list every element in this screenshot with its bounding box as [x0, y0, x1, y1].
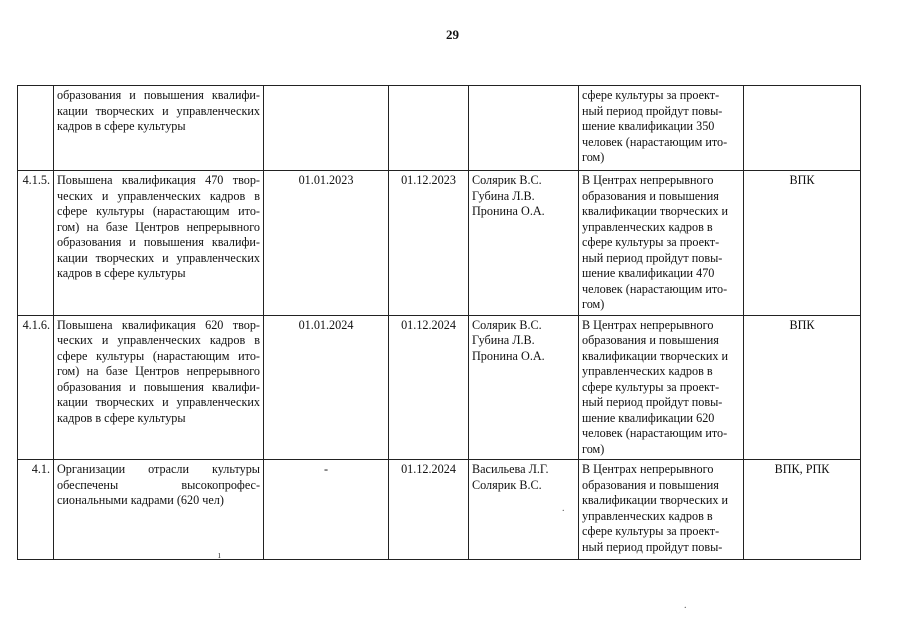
start-date-cell	[264, 460, 389, 560]
description-cell	[579, 171, 744, 316]
description-line: шение квалификации 350	[582, 119, 715, 133]
description-line: образования и повышения	[582, 188, 719, 203]
description-line: В Центрах непрерывного	[582, 317, 714, 332]
start-date-cell	[264, 315, 389, 460]
start-date-cell	[264, 86, 389, 171]
end-date-cell	[389, 460, 469, 560]
description-cell	[579, 86, 744, 171]
row-number: 4.1.5.	[22, 173, 50, 187]
type-label: ВПК	[789, 173, 815, 187]
description-line: гом)	[582, 441, 605, 456]
result-line: образования и повышения квалифи-	[57, 379, 260, 394]
end-date-cell	[389, 315, 469, 460]
row-number-cell	[18, 86, 54, 171]
responsible-person: Губина Л.В.	[472, 333, 535, 347]
description-line: сфере культуры за проект-	[582, 88, 720, 102]
scan-mark: .	[562, 503, 565, 514]
description-line: сфере культуры за проект-	[582, 379, 720, 394]
result-line: кадров в сфере культуры	[57, 410, 186, 425]
result-line: кадров в сфере культуры	[57, 266, 186, 280]
type-cell	[744, 315, 861, 460]
result-line: сфере культуры (нарастающим ито-	[57, 348, 260, 363]
type-label: ВПК, РПК	[774, 462, 830, 476]
description-line: квалификации творческих и	[582, 493, 729, 507]
description-line: ный период пройдут повы-	[582, 539, 723, 554]
result-line: сфере культуры (нарастающим ито-	[57, 204, 260, 218]
page-number: 29	[446, 27, 459, 42]
description-line: гом)	[582, 297, 605, 311]
result-cell	[54, 460, 264, 560]
responsible-person: Солярик В.С.	[472, 317, 542, 332]
description-line: человек (нарастающим ито-	[582, 134, 728, 149]
end-date: 01.12.2024	[401, 462, 456, 476]
responsible-cell	[469, 171, 579, 316]
start-date: 01.01.2024	[298, 317, 354, 332]
description-line: ный период пройдут повы-	[582, 250, 723, 265]
responsible-person: Солярик В.С.	[472, 173, 542, 187]
start-date-cell	[264, 171, 389, 316]
result-line: ческих и управленческих кадров в	[57, 188, 260, 203]
description-line: В Центрах непрерывного	[582, 462, 714, 476]
description-line: В Центрах непрерывного	[582, 173, 714, 187]
plan-table	[17, 85, 861, 560]
description-cell	[579, 460, 744, 560]
result-line: Повышена квалификация 470 твор-	[57, 173, 260, 187]
description-line: управленческих кадров в	[582, 508, 713, 523]
description-line: шение квалификации 470	[582, 266, 715, 280]
description-line: квалификации творческих и	[582, 204, 729, 218]
result-line: обеспечены высокопрофес-	[57, 477, 260, 492]
row-number: 4.1.6.	[22, 317, 50, 332]
description-line: шение квалификации 620	[582, 410, 715, 425]
description-line: сфере культуры за проект-	[582, 235, 720, 249]
result-cell	[54, 171, 264, 316]
type-label: ВПК	[789, 317, 815, 332]
result-line: гом) на базе Центров непрерывного	[57, 219, 260, 234]
result-line: кадров в сфере культуры	[57, 119, 186, 133]
description-line: человек (нарастающим ито-	[582, 426, 728, 440]
description-line: квалификации творческих и	[582, 348, 729, 363]
table-row	[18, 315, 861, 460]
description-line: сфере культуры за проект-	[582, 524, 720, 538]
description-cell	[579, 315, 744, 460]
description-line: гом)	[582, 150, 605, 164]
description-line: ный период пройдут повы-	[582, 103, 723, 118]
result-line: кации творческих и управленческих	[57, 395, 260, 409]
description-line: человек (нарастающим ито-	[582, 281, 728, 296]
description-line: управленческих кадров в	[582, 219, 713, 234]
result-line: образования и повышения квалифи-	[57, 235, 260, 249]
result-line: кации творческих и управленческих	[57, 103, 260, 118]
result-line: сиональными кадрами (620 чел)	[57, 493, 224, 507]
row-number-cell	[18, 171, 54, 316]
type-cell	[744, 171, 861, 316]
result-cell	[54, 86, 264, 171]
row-number-cell	[18, 460, 54, 560]
type-cell	[744, 86, 861, 171]
result-line: кации творческих и управленческих	[57, 250, 260, 265]
description-line: ный период пройдут повы-	[582, 395, 723, 409]
end-date-cell	[389, 86, 469, 171]
row-number-cell	[18, 315, 54, 460]
end-date: 01.12.2024	[401, 317, 456, 332]
responsible-cell	[469, 315, 579, 460]
type-cell	[744, 460, 861, 560]
start-date: 01.01.2023	[298, 173, 354, 187]
responsible-person: Солярик В.С.	[472, 477, 542, 492]
end-date: 01.12.2023	[401, 173, 456, 187]
result-line: гом) на базе Центров непрерывного	[57, 364, 260, 378]
responsible-person: Пронина О.А.	[472, 348, 545, 363]
table-row	[18, 86, 861, 171]
responsible-person: Губина Л.В.	[472, 188, 535, 203]
description-line: образования и повышения	[582, 477, 719, 492]
result-line: образования и повышения квалифи-	[57, 88, 260, 102]
end-date-cell	[389, 171, 469, 316]
result-line: ческих и управленческих кадров в	[57, 333, 260, 347]
description-line: образования и повышения	[582, 333, 719, 347]
responsible-cell	[469, 86, 579, 171]
description-line: управленческих кадров в	[582, 364, 713, 378]
result-cell	[54, 315, 264, 460]
table-row	[18, 171, 861, 316]
start-date: -	[323, 462, 329, 476]
result-line: Организации отрасли культуры	[57, 462, 260, 476]
result-line: Повышена квалификация 620 твор-	[57, 317, 260, 332]
responsible-person: Васильева Л.Г.	[472, 462, 549, 476]
table-row	[18, 460, 861, 560]
responsible-person: Пронина О.А.	[472, 204, 545, 218]
scan-mark: ı	[218, 550, 221, 561]
row-number: 4.1.	[31, 462, 50, 476]
scan-mark: .	[684, 600, 687, 611]
